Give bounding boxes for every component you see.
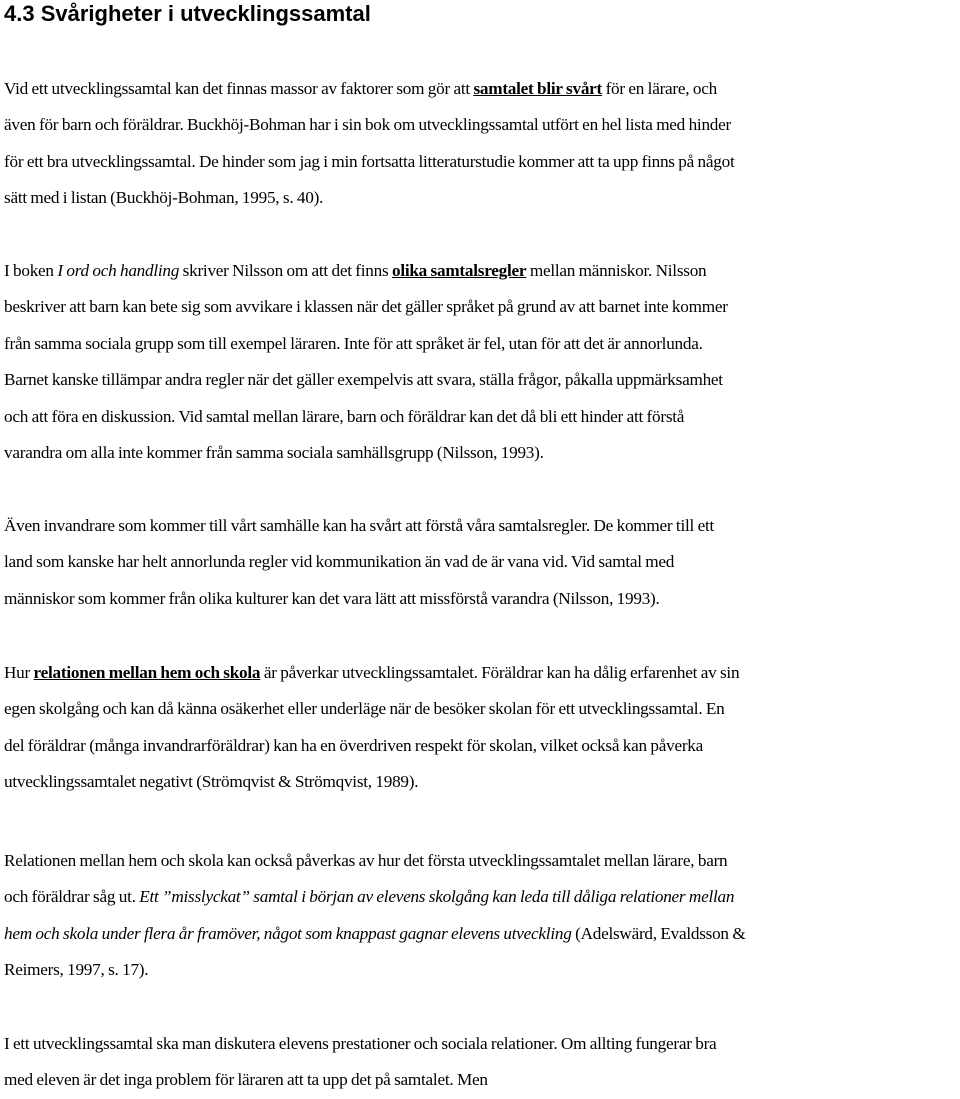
text-line: med eleven är det inga problem för läraren att ta upp det på samtalet. Men: [4, 1070, 488, 1090]
quotation: hem och skola under flera år framöver, något som knappast gagnar elevens utveckling: [4, 923, 572, 943]
text-line: varandra om alla inte kommer från samma sociala samhällsgrupp (Nilsson, 1993).: [4, 443, 544, 463]
text-run: Vid ett utvecklingssamtal kan det finnas massor av faktorer som gör att: [4, 79, 474, 98]
book-title: I ord och handling: [57, 261, 180, 280]
text-run: mellan människor. Nilsson: [526, 261, 707, 280]
text-run: skriver Nilsson om att det finns: [179, 261, 392, 280]
paragraph-1: [4, 71, 960, 217]
text-run: I boken: [4, 261, 58, 280]
paragraph-3: [4, 508, 960, 617]
text-line: [4, 655, 960, 691]
paragraph-5: [4, 843, 960, 989]
text-line: del föräldrar (många invandrarföräldrar) kan ha en överdriven respekt för skolan, vilket också kan påverka: [4, 735, 704, 755]
underlined-phrase: samtalet blir svårt: [473, 79, 603, 98]
text-line: Barnet kanske tillämpar andra regler när det gäller exempelvis att svara, ställa frågor, påkalla uppmärksamhet: [4, 370, 723, 390]
text-line: för ett bra utvecklingssamtal. De hinder som jag i min fortsatta litteraturstudie kommer att ta upp finns på något: [4, 151, 735, 171]
text-run: är påverkar utvecklingssamtalet. Föräldrar kan ha dålig erfarenhet av sin: [260, 663, 740, 682]
text-run: för en lärare, och: [602, 79, 717, 98]
text-run: och föräldrar såg ut.: [4, 887, 140, 907]
paragraph-6: [4, 1026, 960, 1099]
underlined-phrase: relationen mellan hem och skola: [33, 663, 261, 682]
text-line: [4, 879, 960, 915]
quotation: Ett ”misslyckat” samtal i början av elevens skolgång kan leda till dåliga relationer mellan: [139, 887, 735, 907]
text-line: Även invandrare som kommer till vårt samhälle kan ha svårt att förstå våra samtalsregler. De kommer till ett: [4, 516, 715, 535]
underlined-phrase: olika samtalsregler: [391, 261, 527, 280]
text-line: egen skolgång och kan då känna osäkerhet eller underläge när de besöker skolan för ett utvecklingssamtal. En: [4, 699, 725, 719]
text-line: utvecklingssamtalet negativt (Strömqvist & Strömqvist, 1989).: [4, 772, 419, 792]
text-line: från samma sociala grupp som till exempel läraren. Inte för att språket är fel, utan för att det är annorlunda.: [4, 333, 703, 353]
text-run: Hur: [4, 663, 34, 682]
text-line: Relationen mellan hem och skola kan också påverkas av hur det första utvecklingssamtalet mellan lärare, barn: [4, 851, 728, 870]
text-line: och att föra en diskussion. Vid samtal mellan lärare, barn och föräldrar kan det då bli ett hinder att förstå: [4, 406, 685, 426]
text-line: beskriver att barn kan bete sig som avvikare i klassen när det gäller språket på grund av att barnet inte kommer: [4, 297, 728, 317]
text-line: [4, 916, 960, 952]
text-run: (Adelswärd, Evaldsson &: [571, 923, 746, 943]
text-line: sätt med i listan (Buckhöj-Bohman, 1995, s. 40).: [4, 188, 324, 208]
paragraph-4: [4, 655, 960, 801]
text-line: land som kanske har helt annorlunda regler vid kommunikation än vad de är vana vid. Vid samtal med: [4, 552, 675, 572]
section-heading: 4.3 Svårigheter i utvecklingssamtal: [4, 1, 371, 26]
text-line: [4, 253, 960, 289]
paragraph-2: [4, 253, 960, 471]
text-line: I ett utvecklingssamtal ska man diskutera elevens prestationer och sociala relationer. Om allting fungerar bra: [4, 1034, 717, 1053]
text-line: [4, 71, 960, 107]
text-line: Reimers, 1997, s. 17).: [4, 960, 149, 980]
text-line: även för barn och föräldrar. Buckhöj-Bohman har i sin bok om utvecklingssamtal utfört en hel lista med hinder: [4, 115, 731, 135]
text-line: människor som kommer från olika kulturer kan det vara lätt att missförstå varandra (Nilsson, 1993).: [4, 588, 660, 608]
